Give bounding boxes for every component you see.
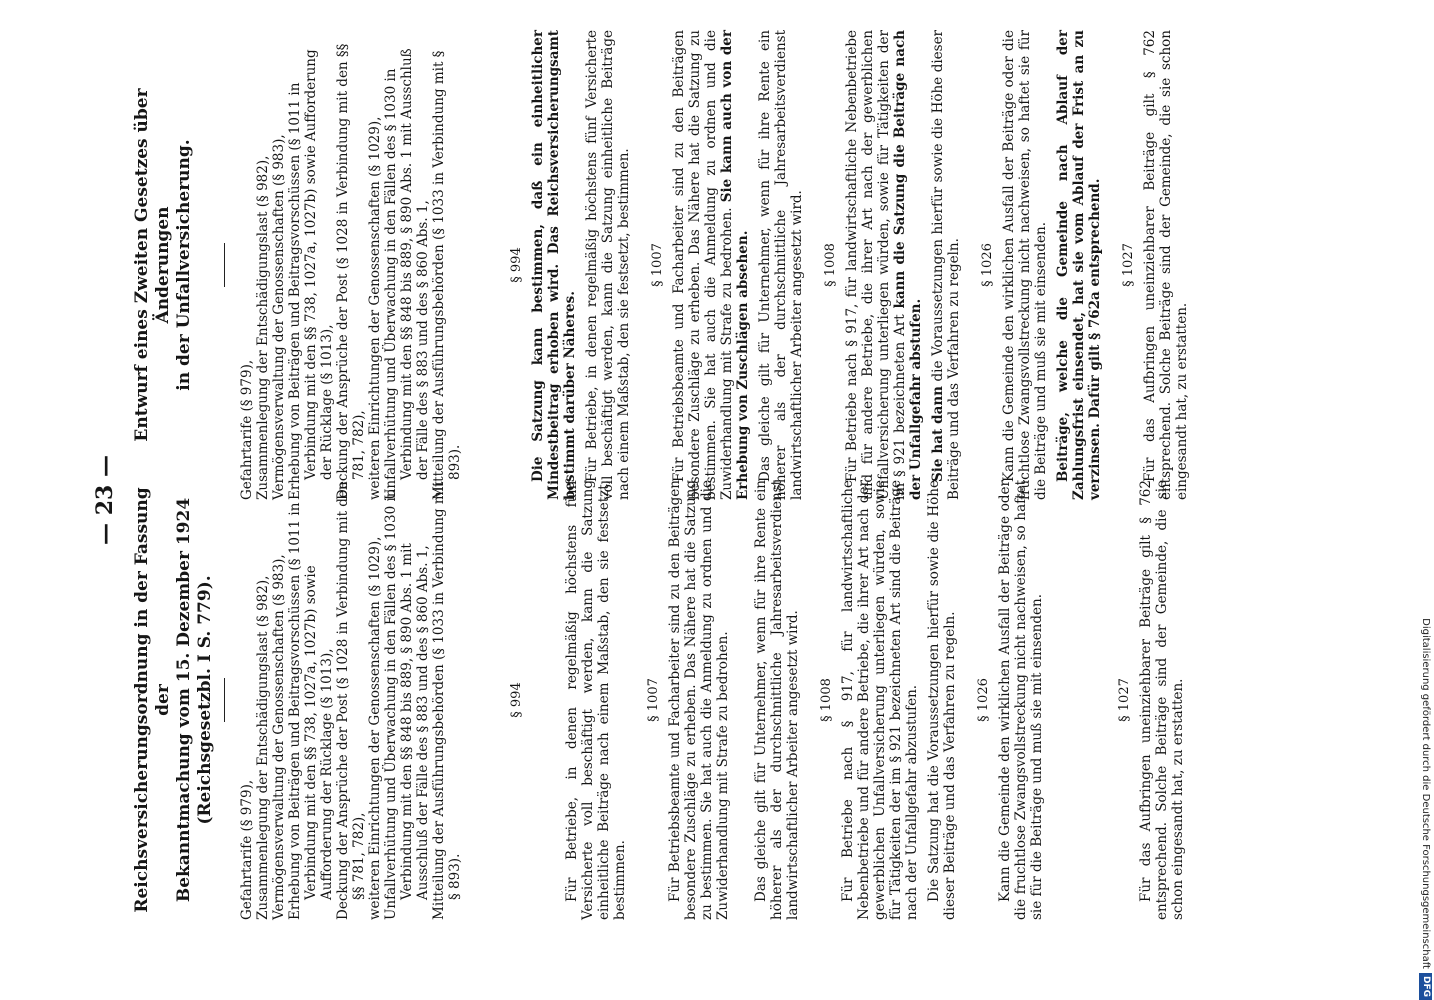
list-item: Vermögensverwaltung der Genossenschaften (§ 983),: [271, 554, 287, 920]
list-item: weiteren Einrichtungen der Genossenschaften (§ 1029),: [367, 116, 383, 500]
list-item: Zusammenlegung der Entschädigungslast (§ 982),: [255, 155, 271, 500]
section-title: § 1008: [819, 678, 834, 722]
dfg-logo: DFG: [1420, 973, 1433, 1000]
credit-text: Digitalisierung gefördert durch die Deutsche Forschungsgemeinschaft: [1420, 618, 1432, 969]
list-item: Unfallverhütung und Überwachung in den Fällen des § 1030 in Verbindung mit den §§ 848 bis 889, § 890 Abs. 1 mit Ausschluß der Fälle des § 883 und des § 860 Abs. 1,: [383, 48, 431, 500]
amendment-text: kann die Satzung die Beiträge nach der Unfallgefahr abstufen.: [892, 30, 924, 500]
paragraph-text: Für Betriebe nach § 917, für landwirtschaftliche Nebenbetriebe und für andere Betriebe, die ihrer Art nach der gewerblichen Unfallversicherung unterliegen würden, sowie für Tätigkeiten der im § 921 bezeichneten Art: [844, 30, 908, 500]
list-item: Gefahrtarife (§ 979),: [239, 779, 255, 920]
section-title: § 1027: [1117, 678, 1132, 722]
paragraph: Für Betriebe, in denen regelmäßig höchstens fünf Versicherte voll beschäftigt werden, kann die Satzung einheitliche Beiträge nach einem Maßstab, den sie festsetzt, bestimmen.: [564, 480, 628, 920]
paragraph-text: Für Betriebsbeamte und Facharbeiter sind zu den Beiträgen besondere Zuschläge zu erheben. Das Nähere hat die Satzung zu bestimmen. Sie hat auch die Anmeldung zu ordnen und die Zuwiderhandlung mit Strafe zu bedrohen.: [671, 30, 735, 500]
list-item: Mitteilung der Ausführungsbehörden (§ 1033 in Verbindung mit § 893).: [431, 50, 463, 500]
left-heading-line: Reichsversicherungsordnung in der Fassung der: [132, 487, 173, 913]
list-item: Deckung der Ansprüche der Post (§ 1028 in Verbindung mit den §§ 781, 782),: [335, 481, 367, 920]
column-draft-version: [132, 30, 1196, 500]
list-item: Mitteilung der Ausführungsbehörden (§ 1033 in Verbindung mit § 893).: [431, 481, 463, 920]
paragraph: [844, 30, 924, 500]
paragraph-text: die Voraussetzungen hierfür sowie die Höhe dieser Beiträge und das Verfahren zu regeln.: [930, 29, 962, 500]
right-heading: [132, 30, 195, 500]
right-heading-line: Entwurf eines Zweiten Gesetzes über Änderungen: [132, 88, 173, 442]
paragraph: Das gleiche gilt für Unternehmer, wenn für ihre Rente ein höherer als der durchschnittliche Jahresarbeitsverdienst landwirtschaftlicher Arbeiter angesetzt wird.: [757, 30, 805, 500]
paragraph: Für das Aufbringen uneinziehbarer Beiträge gilt § 762 entsprechend. Solche Beiträge sind der Gemeinde, die sie schon eingesandt hat, zu erstatten.: [1138, 480, 1186, 920]
section-title: § 1026: [976, 678, 991, 722]
list-item: Zusammenlegung der Entschädigungslast (§ 982),: [255, 575, 271, 920]
section-title: § 1008: [823, 243, 838, 287]
amendment-text: Sie kann auch von der Erhebung von Zuschlägen absehen.: [719, 30, 751, 500]
right-heading-line: in der Unfallversicherung.: [174, 139, 194, 391]
section-title: § 1027: [1121, 243, 1136, 287]
page-number: — 23 —: [92, 455, 118, 545]
section-title: § 1007: [646, 678, 661, 722]
digitization-credit-rotated: [1418, 0, 1434, 1000]
amendment-text: Beiträge, welche die Gemeinde nach Ablauf der Zahlungsfrist einsendet, hat sie vom Ablauf der Frist an zu verzinsen. Dafür gilt § 762a entsprechend.: [1055, 30, 1103, 500]
paragraph: Für Betriebsbeamte und Facharbeiter sind zu den Beiträgen besondere Zuschläge zu erheben. Das Nähere hat die Satzung zu bestimmen. Sie hat auch die Anmeldung zu ordnen und die Zuwiderhandlung mit Strafe zu bedrohen.: [667, 480, 731, 920]
section-title: § 994: [509, 682, 524, 718]
paragraph: Für das Aufbringen uneinziehbarer Beiträge gilt § 762 entsprechend. Solche Beiträge sind der Gemeinde, die sie schon eingesandt hat, zu erstatten.: [1142, 30, 1190, 500]
paragraph: Für Betriebe, in denen regelmäßig höchstens fünf Versicherte voll beschäftigt werden, kann die Satzung einheitliche Beiträge nach einem Maßstab, den sie festsetzt, bestimmen.: [584, 30, 632, 500]
paragraph: Für Betriebe nach § 917, für landwirtschaftliche Nebenbetriebe und für andere Betriebe, die ihrer Art nach der gewerblichen Unfallversicherung unterliegen würden, sowie für Tätigkeiten der im § 921 bezeichneten Art sind die Beiträge nach der Unfallgefahr abzustufen.: [840, 480, 920, 920]
list-item: Erhebung von Beiträgen und Beitragsvorschüssen (§ 1011 in Verbindung mit den §§ 738, 1027a, 1027b) sowie Aufforderung der Rücklage (§ 1013),: [287, 502, 335, 920]
list-item: Deckung der Ansprüche der Post (§ 1028 in Verbindung mit den §§ 781, 782),: [335, 43, 367, 500]
section-title: § 1007: [650, 243, 665, 287]
list-item: Erhebung von Beiträgen und Beitragsvorschüssen (§ 1011 in Verbindung mit den §§ 738, 1027a, 1027b) sowie Aufforderung der Rücklage (§ 1013),: [287, 49, 335, 500]
list-item: Gefahrtarife (§ 979),: [239, 359, 255, 500]
paragraph: [930, 30, 962, 500]
list-item: weiteren Einrichtungen der Genossenschaften (§ 1029),: [367, 536, 383, 920]
paragraph: Kann die Gemeinde den wirklichen Ausfall der Beiträge oder die fruchtlose Zwangsvollstreckung nicht nachweisen, so haftet sie für die Beiträge und muß sie mit einsenden.: [997, 480, 1045, 920]
list-item: Unfallverhütung und Überwachung in den Fällen des § 1030 in Verbindung mit den §§ 848 bis 889, § 890 Abs. 1 mit Ausschluß der Fälle des § 883 und des § 860 Abs. 1,: [383, 488, 431, 920]
section-title: § 994: [509, 247, 524, 283]
amendment-text: Die Satzung kann bestimmen, daß ein einheitlicher Mindestbeitrag erhoben wird. Das Reichsversicherungsamt bestimmt darüber Näheres.: [530, 30, 578, 500]
list-item: Vermögensverwaltung der Genossenschaften (§ 983),: [271, 134, 287, 500]
digitization-credit: [1418, 0, 1434, 1000]
column-old-version: [132, 480, 1192, 920]
paragraph: Das gleiche gilt für Unternehmer, wenn für ihre Rente ein höherer als der durchschnittliche Jahresarbeitsverdienst landwirtschaftlicher Arbeiter angesetzt wird.: [753, 480, 801, 920]
section-title: § 1026: [980, 243, 995, 287]
left-heading: [132, 480, 216, 920]
paragraph: [671, 30, 751, 500]
heading-rule: [224, 243, 225, 287]
paragraph: Kann die Gemeinde den wirklichen Ausfall der Beiträge oder die fruchtlose Zwangsvollstreckung nicht nachweisen, so haftet sie für die Beiträge und muß sie mit einsenden.: [1001, 30, 1049, 500]
paragraph: Die Satzung hat die Voraussetzungen hierfür sowie die Höhe dieser Beiträge und das Verfahren zu regeln.: [926, 480, 958, 920]
heading-rule: [224, 678, 225, 722]
left-heading-line: Bekanntmachung vom 15. Dezember 1924: [174, 497, 194, 903]
left-heading-line: (Reichsgesetzbl. I S. 779).: [195, 575, 215, 825]
amendment-text: Sie hat dann: [930, 386, 946, 482]
